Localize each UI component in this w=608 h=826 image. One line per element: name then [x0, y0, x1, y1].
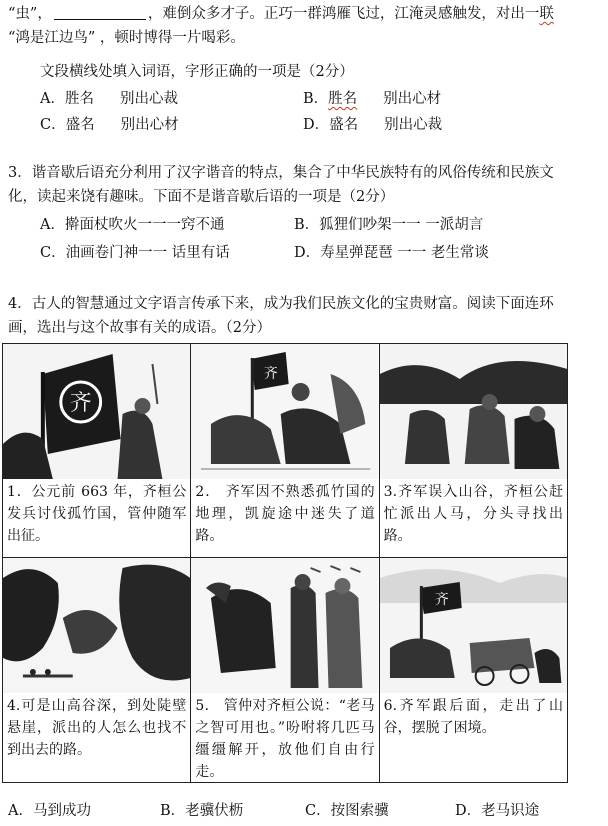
option-phrase: 别出心材	[120, 117, 179, 133]
comic-panel-4	[3, 557, 191, 782]
panel-4-caption: 4.可是山高谷深，到处陡壁悬崖，派出的人怎么也找不到出去的路。	[7, 697, 187, 758]
panel-2-caption: 2． 齐军因不熟悉孤竹国的地理，凯旋途中迷失了道路。	[195, 484, 375, 544]
q3-option-b[interactable]: B．狐狸们吵架一一 一派胡言	[294, 217, 484, 233]
q4-option-a[interactable]: A．马到成功	[8, 803, 91, 819]
panel-5-caption: 5． 管仲对齐桓公说：“老马之智可用也。”吩咐将几匹马缰缰解开，放他们自由行走。	[195, 697, 375, 780]
panel-6-caption: 6.齐军跟后面，走出了山谷，摆脱了困境。	[383, 697, 563, 736]
option-word: 盛名	[329, 117, 359, 133]
panel-3-caption: 3.齐军误入山谷，齐桓公赶忙派出人马，分头寻找出路。	[383, 484, 563, 544]
panel-3-illustration	[380, 344, 567, 479]
q2-option-b[interactable]	[303, 89, 441, 109]
panel-1-illustration	[3, 344, 190, 479]
q3-option-c[interactable]: C．油画卷门神一一 话里有话	[40, 245, 230, 261]
q4-stem-2: 画，选出与这个故事有关的成语。（2分）	[8, 320, 271, 336]
q3-stem-2: 化，读起来饶有趣味。下面不是谐音歇后语的一项是（2分）	[8, 189, 395, 205]
option-phrase: 别出心裁	[119, 91, 178, 107]
q2-option-d[interactable]	[303, 115, 442, 135]
option-phrase: 别出心裁	[384, 117, 443, 133]
q4-option-d[interactable]: D．老马识途	[455, 803, 540, 819]
comic-grid	[2, 343, 568, 783]
panel-flag-text: 齐	[69, 390, 92, 417]
panel-flag-text: 齐	[264, 365, 279, 383]
q2-option-a[interactable]	[40, 89, 178, 109]
panel-6-illustration	[380, 558, 567, 693]
q3-option-d[interactable]: D．寿星弹琵琶 一一 老生常谈	[294, 245, 489, 261]
option-letter: B．	[303, 91, 329, 107]
q2-stem: 文段横线处填入词语，字形正确的一项是（2分）	[40, 64, 354, 80]
intro-text-b: ，难倒众多才子。正巧一群鸿雁飞过，江淹灵感触发，对出一	[147, 6, 540, 22]
intro-line-2: “鸿是江边鸟” ，顿时博得一片喝彩。	[8, 30, 245, 46]
intro-text-a: “虫”，	[8, 6, 52, 22]
option-word: 胜名	[64, 91, 94, 107]
panel-2-illustration	[191, 344, 378, 479]
panel-flag-text: 齐	[434, 591, 449, 608]
intro-line-1	[8, 4, 554, 24]
option-letter: D．	[303, 117, 330, 133]
option-letter: C．	[40, 117, 66, 133]
comic-panel-1	[3, 344, 191, 558]
option-word: 胜名	[328, 91, 358, 107]
comic-panel-3	[379, 344, 567, 558]
q4-option-c[interactable]: C．按图索骥	[305, 803, 389, 819]
comic-panel-2	[191, 344, 379, 558]
comic-panel-6	[379, 557, 567, 782]
option-phrase: 别出心材	[383, 91, 442, 107]
option-letter: A．	[40, 91, 65, 107]
panel-5-illustration	[191, 558, 378, 693]
q4-option-b[interactable]: B．老骥伏枥	[160, 803, 244, 819]
fill-blank[interactable]	[54, 5, 146, 20]
q2-option-c[interactable]	[40, 115, 179, 135]
comic-panel-5	[191, 557, 379, 782]
option-word: 盛名	[65, 117, 95, 133]
intro-text-c: 联	[539, 6, 554, 22]
q3-stem-1: 3．谐音歇后语充分利用了汉字谐音的特点，集合了中华民族特有的风俗传统和民族文	[8, 165, 554, 181]
panel-1-caption: 1．公元前 663 年，齐桓公发兵讨伐孤竹国，管仲随军出征。	[7, 484, 187, 544]
q4-stem-1: 4．古人的智慧通过文字语言传承下来，成为我们民族文化的宝贵财富。阅读下面连环	[8, 296, 554, 312]
panel-4-illustration	[3, 558, 190, 693]
q3-option-a[interactable]: A．擀面杖吹火一一一窍不通	[40, 217, 225, 233]
